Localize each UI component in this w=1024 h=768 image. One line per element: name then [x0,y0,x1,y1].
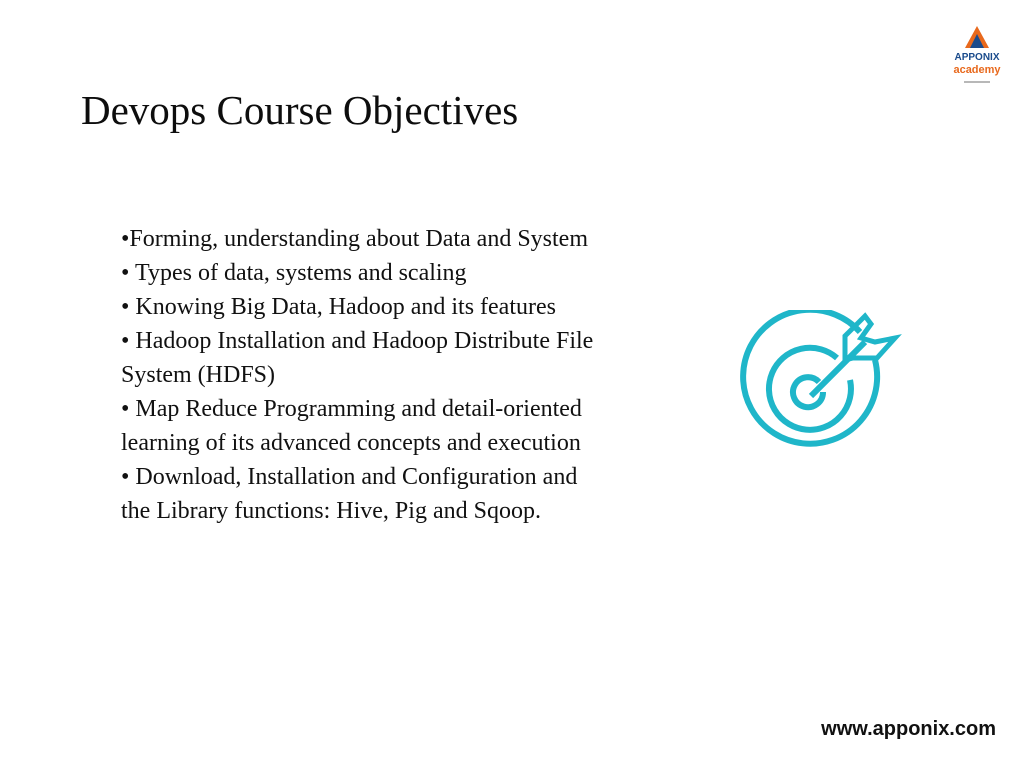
list-item: • Types of data, systems and scaling [121,260,467,286]
slide-title: Devops Course Objectives [81,87,519,133]
list-item: • Hadoop Installation and Hadoop Distribute File System (HDFS) [121,328,594,388]
target-arrow-icon [735,310,903,472]
list-item: • Download, Installation and Configuration and the Library functions: Hive, Pig and Sqoop. [121,464,578,524]
objectives-list [121,222,611,528]
website-url: www.apponix.com [821,718,996,740]
list-item: • Knowing Big Data, Hadoop and its features [121,294,556,320]
logo-name: APPONIX [954,52,1000,63]
apponix-logo-icon [946,24,1008,92]
logo-tagline: academy [953,64,1001,76]
list-item: •Forming, understanding about Data and System [121,226,589,252]
list-item: • Map Reduce Programming and detail-oriented learning of its advanced concepts and execution [121,396,582,456]
